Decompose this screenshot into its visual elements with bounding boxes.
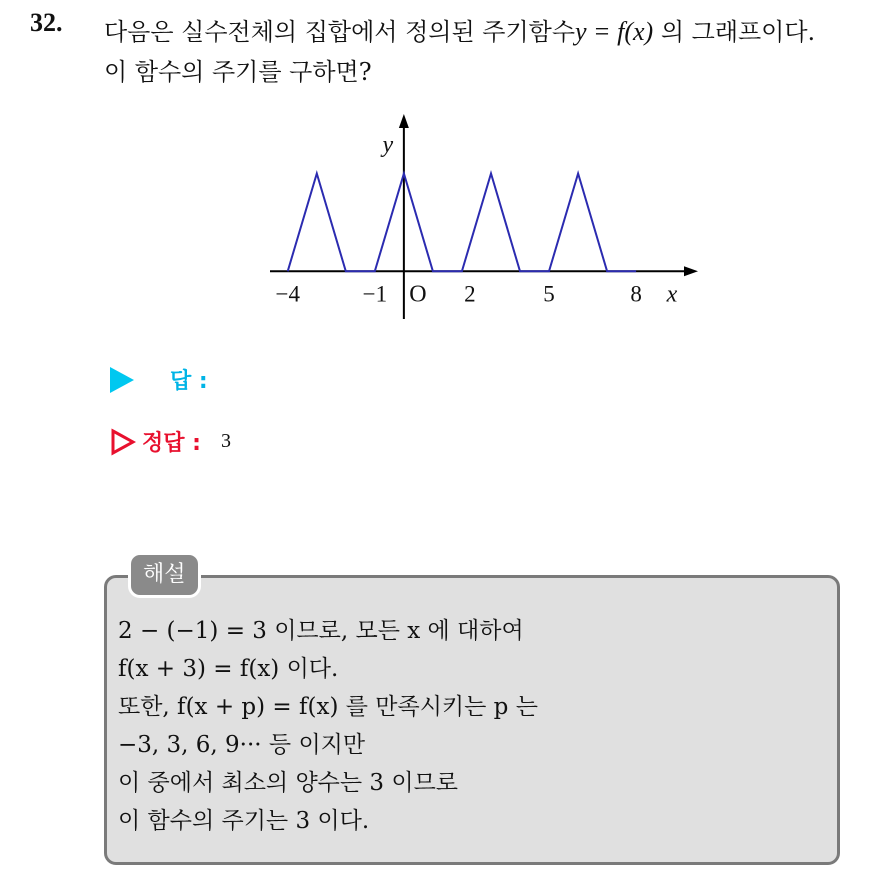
answer-row (110, 364, 208, 395)
question-text-post: 의 그래프이다. (653, 18, 816, 46)
solution-line-3: 또한, f(x + p) = f(x) 를 만족시키는 p 는 (118, 694, 538, 720)
x-tick-label: 8 (630, 281, 642, 307)
question-line-2: 이 함수의 주기를 구하면? (104, 58, 372, 86)
solution-line-1: 2 − (−1) = 3 이므로, 모든 x 에 대하여 (118, 618, 524, 644)
correct-answer-triangle-icon (110, 428, 136, 456)
periodic-function-graph (250, 110, 700, 325)
solution-line-2: f(x + 3) = f(x) 이다. (118, 656, 339, 682)
origin-label: O (409, 281, 427, 308)
correct-answer-row (110, 426, 231, 457)
solution-line-6: 이 함수의 주기는 3 이다. (118, 808, 370, 834)
series-line-0 (288, 174, 636, 272)
y-axis-label: y (382, 132, 394, 158)
x-axis-arrowhead (684, 266, 698, 276)
question-text-pre: 다음은 실수전체의 집합에서 정의된 주기함수 (104, 18, 576, 46)
x-tick-label: −4 (275, 281, 300, 307)
x-tick-label: 2 (464, 281, 476, 307)
answer-label: 답 : (170, 369, 208, 394)
y-axis-arrowhead (399, 114, 409, 128)
question-function-expression: y = f(x) (575, 17, 654, 46)
correct-answer-value: 3 (220, 430, 231, 452)
solution-tag: 해설 (128, 552, 201, 598)
question-number: 32. (30, 8, 63, 37)
solution-line-5: 이 중에서 최소의 양수는 3 이므로 (118, 770, 459, 796)
solution-line-4: −3, 3, 6, 9··· 등 이지만 (118, 732, 366, 758)
answer-play-icon (110, 367, 134, 393)
correct-answer-label: 정답 : (142, 431, 201, 456)
x-tick-label: 5 (543, 281, 555, 307)
x-axis-label: x (666, 281, 678, 308)
question-line-1 (104, 12, 815, 47)
x-tick-label: −1 (362, 281, 388, 307)
